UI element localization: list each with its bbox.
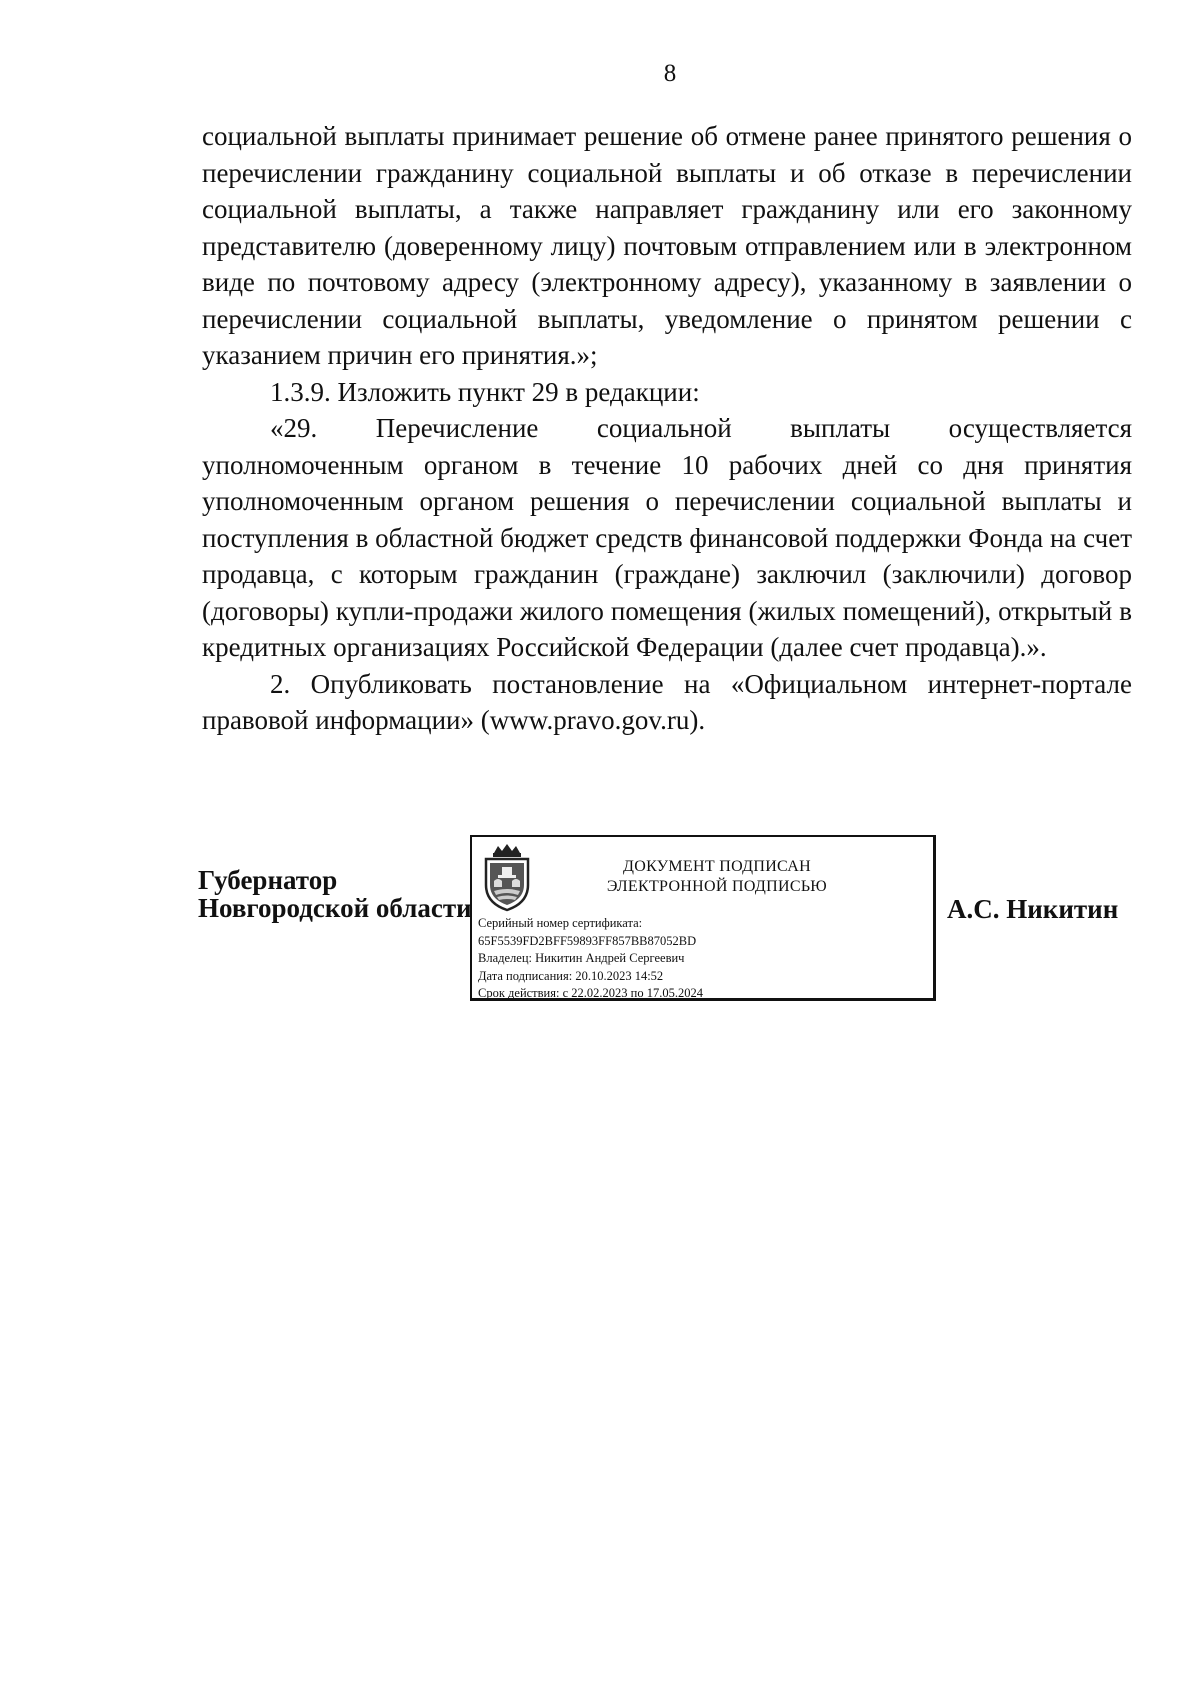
stamp-header-line1: ДОКУМЕНТ ПОДПИСАН: [623, 858, 811, 875]
signatory-title-line2: Новгородской области: [198, 893, 472, 923]
paragraph-item-1-3-9: 1.3.9. Изложить пункт 29 в редакции:: [270, 376, 700, 407]
novgorod-coat-of-arms-icon: [480, 843, 534, 913]
page-number: 8: [663, 60, 677, 87]
document-body: [202, 118, 1132, 739]
paragraph-continuation: социальной выплаты принимает решение об отмене ранее принятого решения о перечислении гражданину социальной выплаты и об отказе в перечислении социальной выплаты, а также направляет гражданину или его законному представителю (доверенному лицу) почтовым отправлением или в электронном виде по почтовому адресу (электронному адресу), указанному в заявлении о перечислении социальной выплаты, уведомление о принятом решении с указанием причин его принятия.»;: [202, 121, 1132, 370]
certificate-sign-date: Дата подписания: 20.10.2023 14:52: [478, 968, 664, 983]
stamp-header: [562, 857, 872, 897]
certificate-info: [478, 915, 703, 1003]
electronic-signature-stamp: [470, 835, 936, 1001]
stamp-header-line2: ЭЛЕКТРОННОЙ ПОДПИСЬЮ: [606, 878, 828, 895]
signatory-title-line1: Губернатор: [198, 865, 338, 895]
certificate-serial-number: 65F5539FD2BFF59893FF857BB87052BD: [478, 933, 697, 948]
signatory-title: [198, 866, 472, 922]
signatory-name: А.С. Никитин: [947, 894, 1119, 924]
certificate-validity: Срок действия: с 22.02.2023 по 17.05.2024: [478, 986, 703, 1000]
certificate-owner: Владелец: Никитин Андрей Сергеевич: [478, 951, 685, 965]
paragraph-point-29: «29. Перечисление социальной выплаты осуществляется уполномоченным органом в течение 10 рабочих дней со дня принятия уполномоченным органом решения о перечислении социальной выплаты и поступления в областной бюджет средств финансовой поддержки Фонда на счет продавца, с которым гражданин (граждане) заключил (заключили) договор (договоры) купли-продажи жилого помещения (жилых помещений), открытый в кредитных организациях Российской Федерации (далее счет продавца).».: [202, 413, 1132, 662]
paragraph-item-2: 2. Опубликовать постановление на «Официальном интернет-портале правовой информации» (www.pravo.gov.ru).: [202, 668, 1132, 735]
certificate-serial-label: Серийный номер сертификата:: [478, 916, 643, 930]
